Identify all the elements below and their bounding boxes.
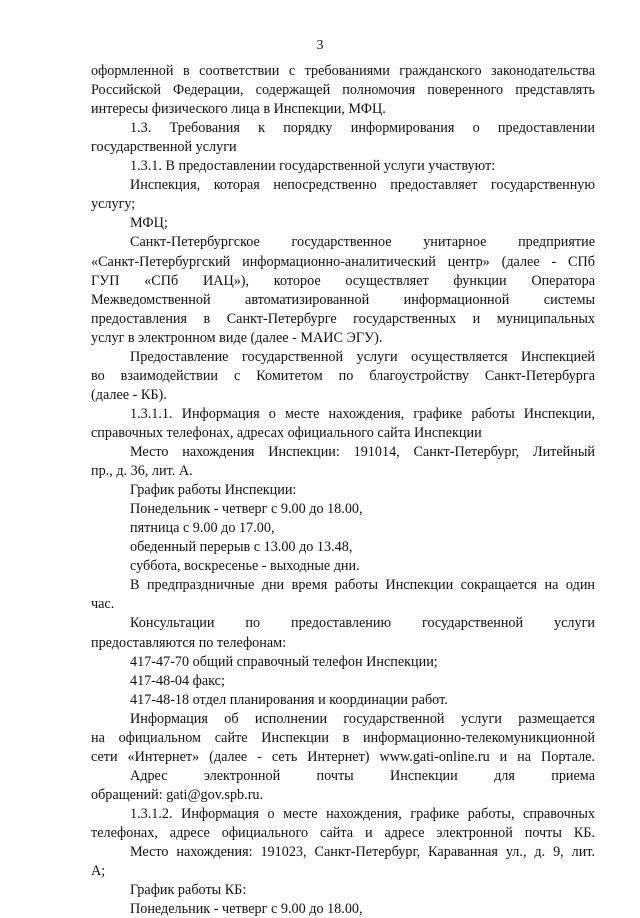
text-line: Адрес электронной почты Инспекции для приема <box>130 767 595 784</box>
text-line: 417-48-04 факс; <box>130 672 225 689</box>
text-line: График работы Инспекции: <box>130 482 297 499</box>
text-line: Место нахождения: 191023, Санкт-Петербург, Караванная ул., д. 9, лит. <box>130 844 595 861</box>
text-line: Санкт-Петербургское государственное унитарное предприятие <box>130 234 595 251</box>
text-line: ГУП «СПб ИАЦ»), которое осуществляет функции Оператора <box>91 272 595 289</box>
text-line: во взаимодействии с Комитетом по благоустройству Санкт-Петербурга <box>91 367 595 384</box>
text-line: предоставления в Санкт-Петербурге государственных и муниципальных <box>91 310 595 327</box>
text-line: услуг в электронном виде (далее - МАИС ЭГУ). <box>91 329 383 346</box>
text-line: справочных телефонах, адресах официального сайта Инспекции <box>91 424 482 441</box>
text-line: График работы КБ: <box>130 882 247 899</box>
text-line: предоставляются по телефонам: <box>91 634 287 651</box>
text-line: 1.3.1.1. Информация о месте нахождения, графике работы Инспекции, <box>130 405 595 422</box>
text-line: Российской Федерации, содержащей полномочия поверенного представлять <box>91 82 595 99</box>
text-line: Консультации по предоставлению государственной услуги <box>130 615 595 632</box>
text-line: обеденный перерыв с 13.00 до 13.48, <box>130 539 353 556</box>
text-line: государственной услуги <box>91 139 237 156</box>
text-line: Понедельник - четверг с 9.00 до 18.00, <box>130 501 363 518</box>
text-line: 417-48-18 отдел планирования и координации работ. <box>130 691 448 708</box>
text-line: обращений: gati@gov.spb.ru. <box>91 786 264 803</box>
text-line: В предпраздничные дни время работы Инспекции сокращается на один <box>130 577 595 594</box>
page-number: 3 <box>316 38 324 53</box>
text-line: 1.3.1. В предоставлении государственной услуги участвуют: <box>130 158 496 175</box>
text-line: телефонах, адресе официального сайта и адресе электронной почты КБ. <box>91 825 595 841</box>
text-line: интересы физического лица в Инспекции, МФЦ. <box>91 101 386 118</box>
text-line: Место нахождения Инспекции: 191014, Санкт-Петербург, Литейный <box>130 444 595 460</box>
text-line: суббота, воскресенье - выходные дни. <box>130 558 360 575</box>
text-line: час. <box>91 596 115 613</box>
text-line: сети «Интернет» (далее - сеть Интернет) www.gati-online.ru и на Портале. <box>91 748 595 765</box>
text-line: Информация об исполнении государственной услуги размещается <box>130 710 595 727</box>
text-line: «Санкт-Петербургский информационно-аналитический центр» (далее - СПб <box>91 253 595 270</box>
text-line: пр., д. 36, лит. А. <box>91 463 193 480</box>
text-line: 1.3. Требования к порядку информирования о предоставлении <box>130 120 595 137</box>
text-line: Предоставление государственной услуги осуществляется Инспекцией <box>130 348 595 365</box>
text-line: услугу; <box>91 196 136 213</box>
text-line: 1.3.1.2. Информация о месте нахождения, графике работы, справочных <box>130 805 595 822</box>
text-line: А; <box>91 863 106 880</box>
text-line: Инспекция, которая непосредственно предоставляет государственную <box>130 177 595 194</box>
text-line: МФЦ; <box>130 215 168 232</box>
text-line: 417-47-70 общий справочный телефон Инспекции; <box>130 653 438 670</box>
text-line: оформленной в соответствии с требованиями гражданского законодательства <box>91 63 595 79</box>
text-line: Понедельник - четверг с 9.00 до 18.00, <box>130 901 363 918</box>
text-line: пятница с 9.00 до 17.00, <box>130 520 275 537</box>
text-line: на официальном сайте Инспекции в информационно-телекомуникционной <box>91 729 595 746</box>
text-line: Межведомственной автоматизированной информационной системы <box>91 291 595 308</box>
text-line: (далее - КБ). <box>91 386 167 403</box>
